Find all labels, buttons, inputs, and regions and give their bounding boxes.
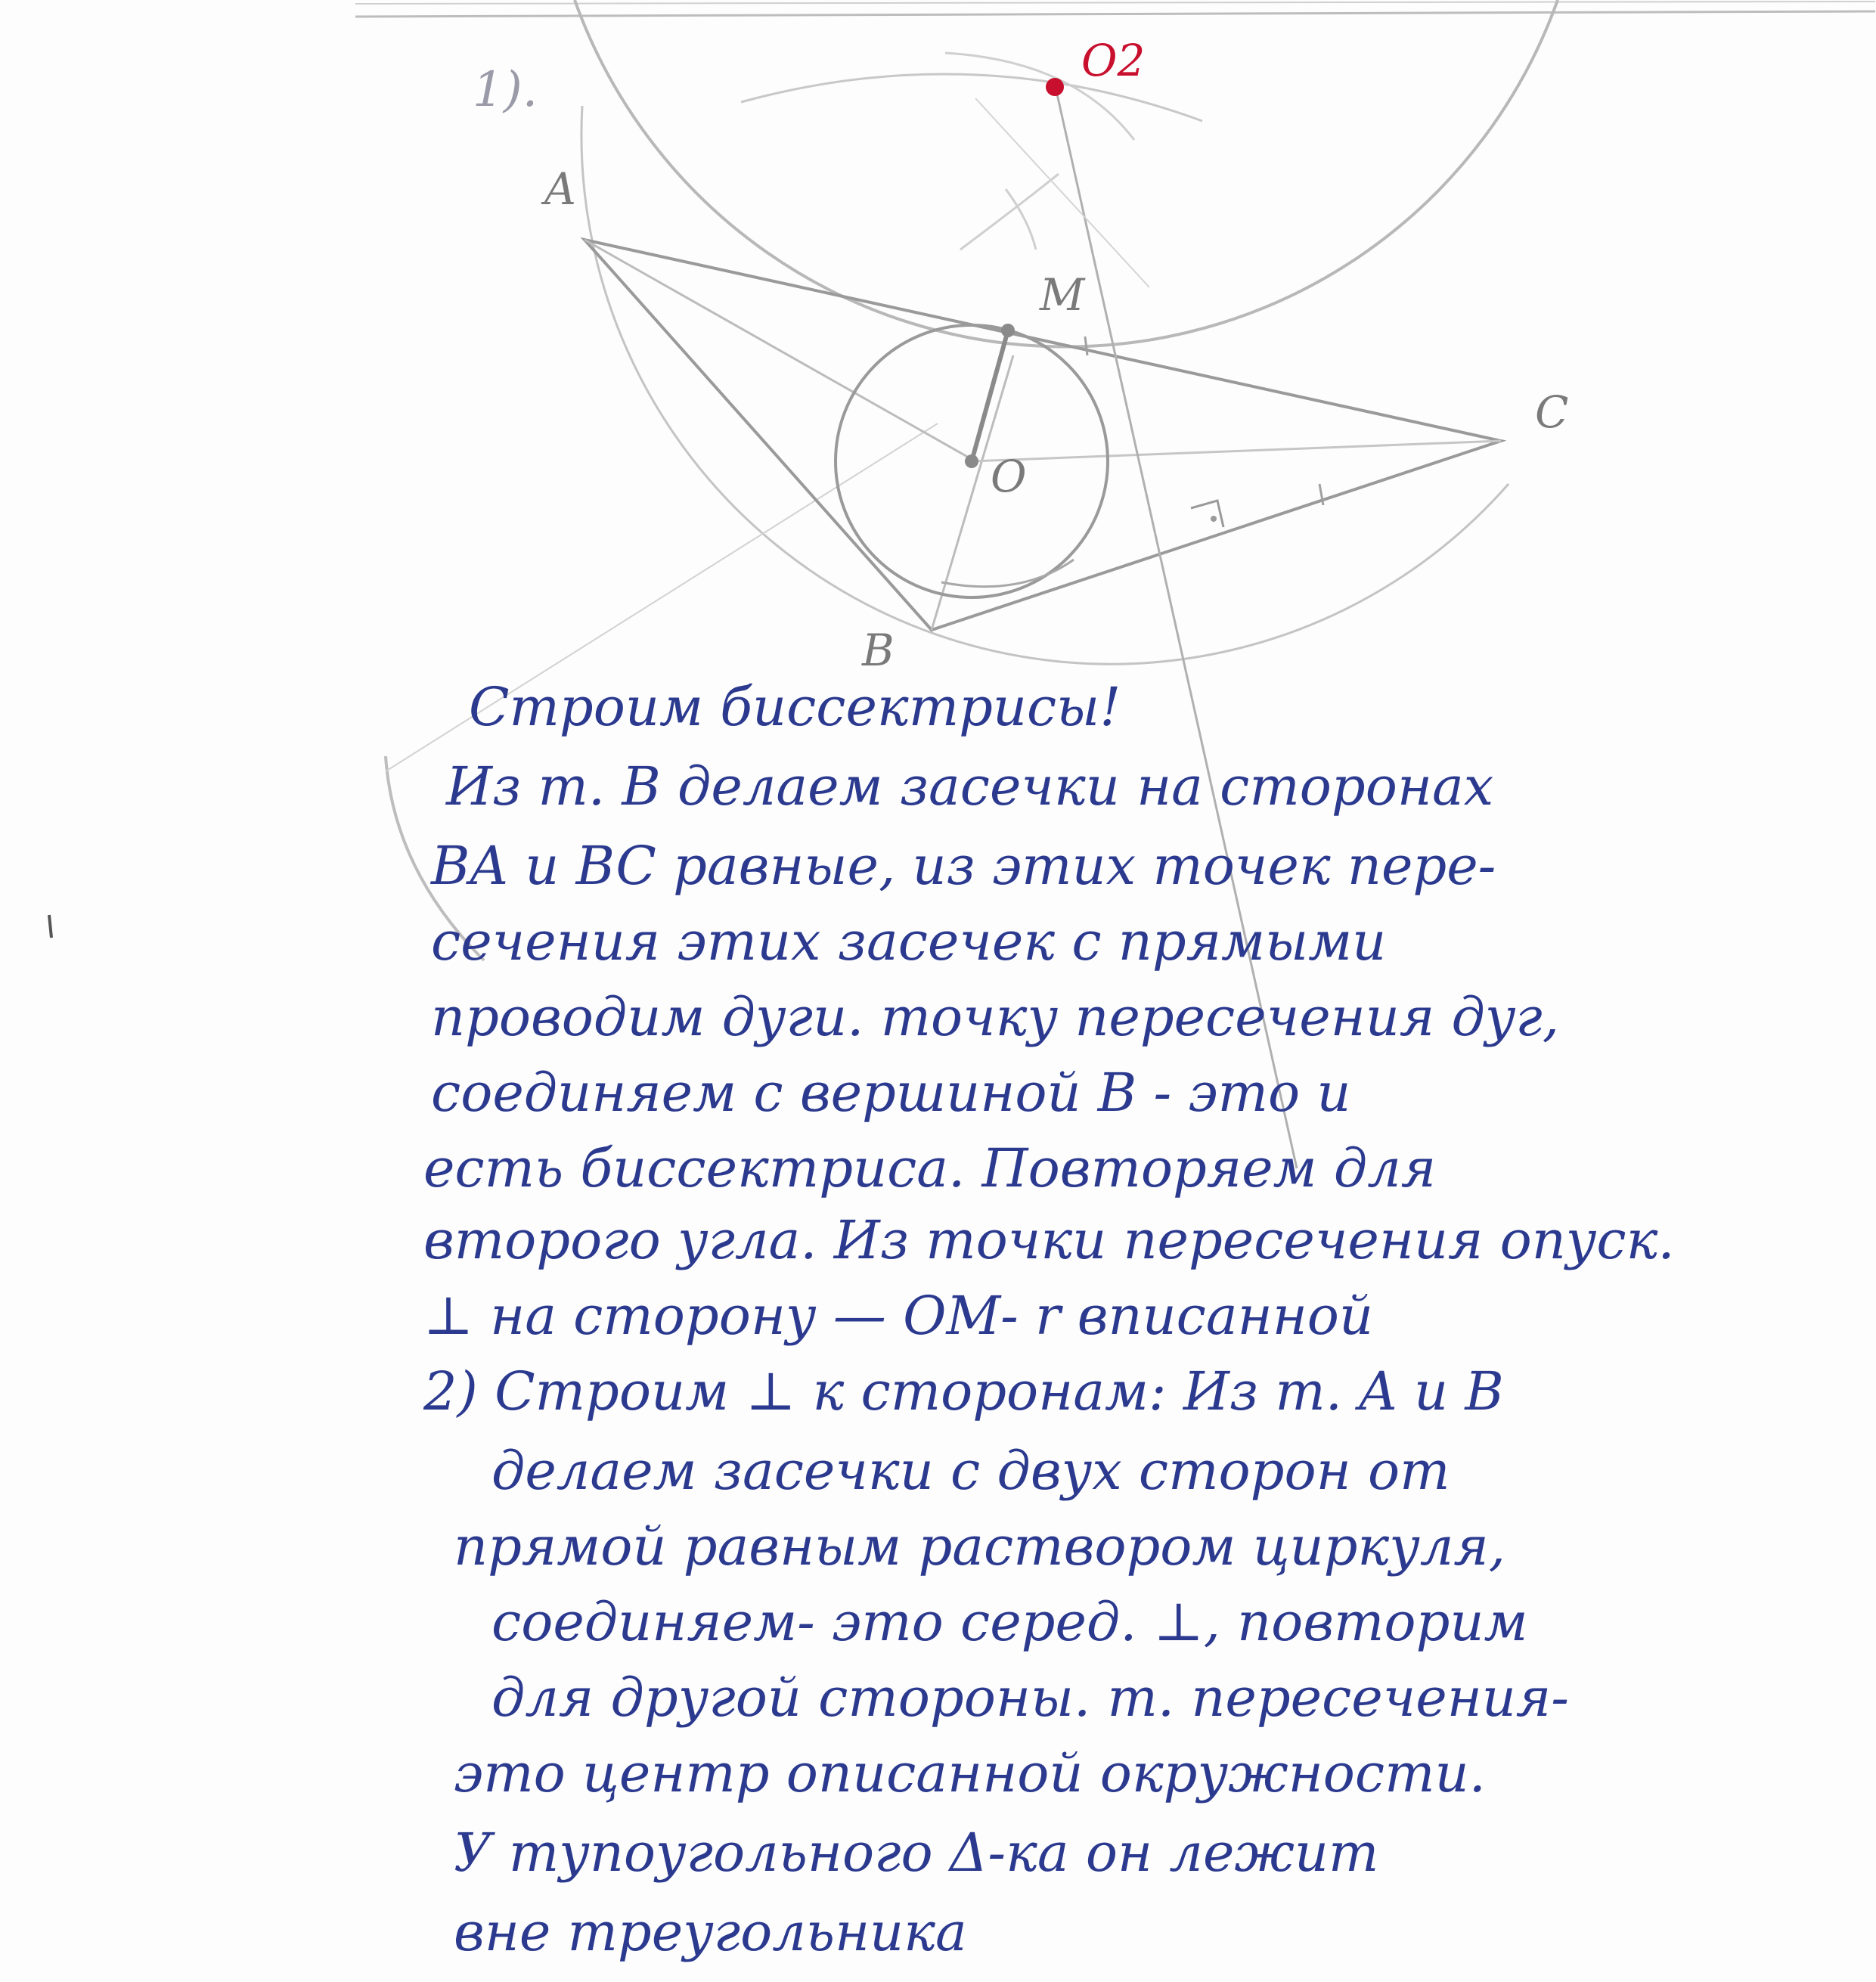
point-m-dot (1001, 324, 1015, 337)
point-o2-dot (1046, 78, 1064, 96)
note-line-2: Из т. B делаем засечки на сторонах (446, 755, 1494, 817)
inscribed-arc-lower (941, 560, 1074, 587)
circumscribed-circle-arc-lower (581, 106, 1509, 664)
step-1-label: 1). (473, 62, 538, 118)
label-a: A (544, 163, 576, 215)
note-line-11: делаем засечки с двух сторон от (491, 1440, 1450, 1502)
bisector-from-a (585, 240, 975, 461)
right-angle-mark (1191, 501, 1223, 527)
note-line-15: это центр описанной окружности. (454, 1742, 1486, 1804)
tick-mark-2 (1085, 337, 1087, 355)
label-o: O (991, 451, 1027, 502)
construction-arc-3 (960, 174, 1059, 250)
note-line-16: У тупоугольного Δ-ка он лежит (454, 1822, 1379, 1884)
note-line-5: проводим дуги. точку пересечения дуг, (431, 986, 1560, 1048)
label-b: B (862, 625, 895, 676)
point-o-dot (965, 454, 978, 468)
note-line-6: соединяем с вершиной B - это и (431, 1062, 1351, 1124)
note-line-1: Строим биссектрисы! (469, 676, 1121, 738)
construction-arc-4 (1006, 189, 1036, 250)
radius-om (972, 330, 1008, 461)
note-line-4: сечения этих засечек с прямыми (431, 910, 1387, 972)
note-line-17: вне треугольника (454, 1901, 967, 1963)
note-line-13: соединяем- это серед. ⊥, повторим (491, 1591, 1528, 1653)
stray-mark (49, 915, 51, 938)
note-line-10: 2) Строим ⊥ к сторонам: Из т. A и B (423, 1360, 1504, 1422)
sheet-top-rule (355, 11, 1875, 17)
note-line-8: второго угла. Из точки пересечения опуск. (423, 1209, 1675, 1271)
sheet-top-rule-2 (355, 2, 1875, 4)
note-line-9: ⊥ на сторону — OM- r вписанной (423, 1285, 1374, 1347)
right-angle-dot (1211, 516, 1217, 522)
note-line-7: есть биссектриса. Повторяем для (423, 1137, 1437, 1199)
label-m: M (1040, 269, 1085, 321)
label-c: C (1535, 386, 1569, 438)
note-line-3: BA и BC равные, из этих точек пере- (431, 835, 1496, 897)
note-line-12: прямой равным раствором циркуля, (454, 1515, 1506, 1577)
bisector-from-c (972, 441, 1501, 461)
note-line-14: для другой стороны. т. пересечения- (491, 1667, 1569, 1729)
label-o2: O2 (1081, 35, 1146, 86)
